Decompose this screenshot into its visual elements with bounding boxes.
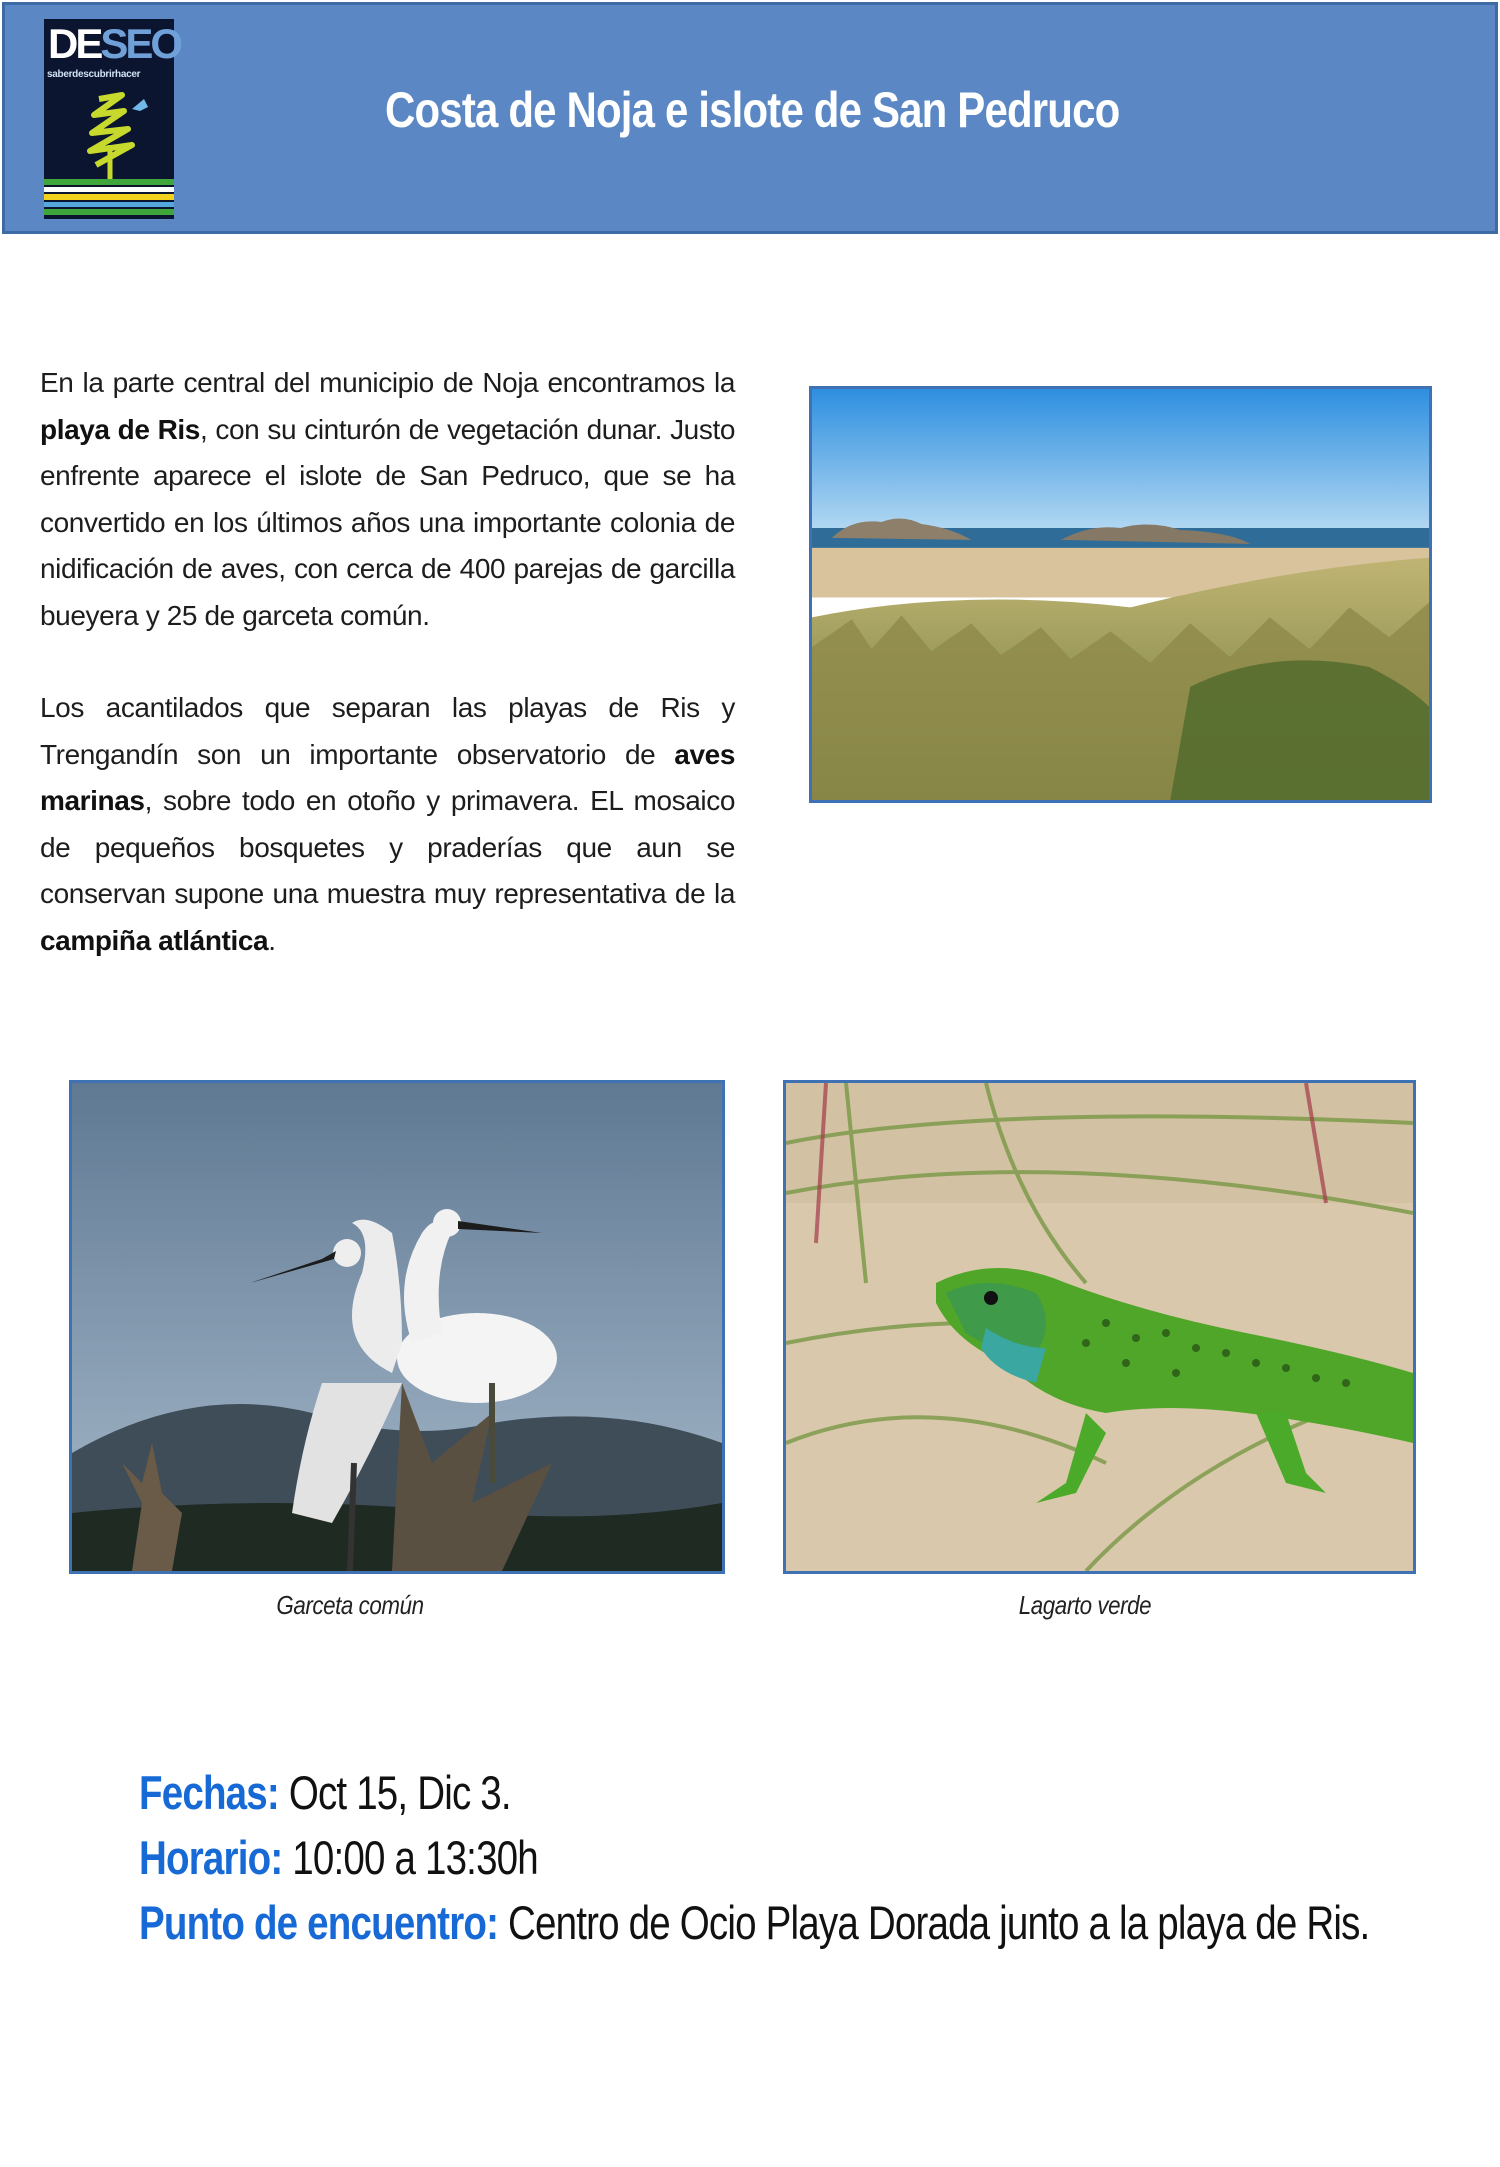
bold-playa-de-ris: playa de Ris (40, 413, 200, 445)
egret-photo (69, 1080, 725, 1574)
dates-line (139, 1765, 511, 1820)
bold-aves-marinas: aves marinas (40, 738, 735, 816)
logo-tagline: saberdescubrirhacer (47, 69, 141, 80)
dates-label: Fechas: (139, 1766, 279, 1819)
meeting-value: Centro de Ocio Playa Dorada junto a la playa de Ris. (498, 1896, 1370, 1949)
time-label: Horario: (139, 1831, 283, 1884)
deseo-logo (44, 19, 181, 219)
time-value: 10:00 a 13:30h (282, 1831, 538, 1884)
bold-campina-atlantica: campiña atlántica (40, 924, 269, 956)
header-banner (2, 2, 1498, 234)
intro-paragraph: En la parte central del municipio de Noja encontramos la playa de Ris, con su cinturón de vegetación dunar. Justo enfrente aparece el islote de San Pedruco, que se ha convertido en los últimos años una importante colonia de nidificación de aves, con cerca de 400 parejas de garcilla bueyera y 25 de garceta común. (40, 367, 735, 631)
tree-bird-icon (44, 81, 174, 219)
time-line (139, 1830, 538, 1885)
egret-caption: Garceta común (276, 1590, 424, 1620)
meeting-label: Punto de encuentro: (139, 1896, 499, 1949)
cliffs-paragraph: Los acantilados que separan las playas de Ris y Trengandín son un importante observatorio de aves marinas, sobre todo en otoño y primavera. EL mosaico de pequeños bosquetes y praderías que aun se conservan supone una muestra muy representativa de la campiña atlántica. (40, 692, 735, 956)
logo-wordmark: DESEO (48, 20, 181, 67)
meeting-point-line (139, 1895, 1369, 1950)
page-title: Costa de Noja e islote de San Pedruco (385, 82, 1120, 138)
lizard-photo (783, 1080, 1416, 1574)
dates-value: Oct 15, Dic 3. (278, 1766, 511, 1819)
beach-dunes-photo (809, 386, 1432, 803)
lizard-caption: Lagarto verde (1018, 1590, 1152, 1620)
